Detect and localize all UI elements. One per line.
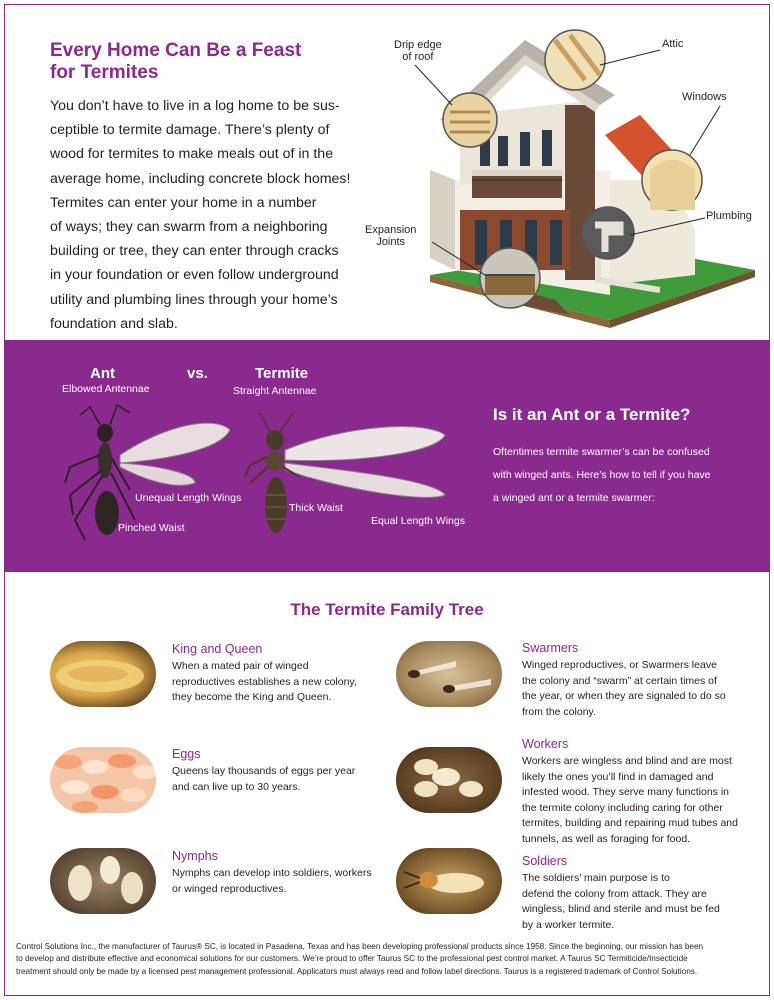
house-drawing xyxy=(360,20,770,330)
title-line-2: for Termites xyxy=(50,62,159,83)
callout-drip-edge: Drip edge of roof xyxy=(394,39,442,63)
nymphs-heading: Nymphs xyxy=(172,849,218,863)
eggs-heading: Eggs xyxy=(172,747,201,761)
eggs-text: Queens lay thousands of eggs per year and can live up to 30 years. xyxy=(172,765,356,793)
nymphs-photo xyxy=(50,848,156,914)
soldiers-heading: Soldiers xyxy=(522,854,568,868)
intro-line: average home, including concrete block homes! xyxy=(50,170,351,187)
intro-line: Termites can enter your home in a number xyxy=(50,194,317,211)
termite-antennae-label: Straight Antennae xyxy=(233,385,317,397)
title-line-1: Every Home Can Be a Feast xyxy=(50,40,302,61)
callout-windows: Windows xyxy=(682,91,727,103)
swarmers-heading: Swarmers xyxy=(522,641,579,655)
band-text-line: Oftentimes termite swarmer’s can be confused xyxy=(493,446,710,458)
termite-waist-label: Thick Waist xyxy=(289,502,343,514)
ant-termite-illustration xyxy=(45,395,475,570)
swarmers-text: Winged reproductives, or Swarmers leave the colony and “swarm” at certain times of the year, or when they are signaled to do so from the colony. xyxy=(522,659,726,718)
intro-line: wood for termites to make meals out of in the xyxy=(50,146,334,163)
intro-paragraph xyxy=(50,94,360,336)
workers-image xyxy=(396,747,502,813)
nymphs-image xyxy=(50,848,156,914)
band-text-line: with winged ants. Here’s how to tell if you have xyxy=(493,469,711,481)
ant-waist-label: Pinched Waist xyxy=(118,522,185,534)
ant-wings-label: Unequal Length Wings xyxy=(135,492,242,504)
king-queen-photo xyxy=(50,641,156,707)
workers-photo xyxy=(396,747,502,813)
ant-vs-termite-band xyxy=(5,340,769,572)
soldiers-text: The soldiers’ main purpose is to defend the colony from attack. They are wingless, blind and sterile and must be fed by a worker termite. xyxy=(522,872,720,931)
family-tree-title: The Termite Family Tree xyxy=(290,600,484,619)
intro-line: building or tree, they can enter through cracks xyxy=(50,243,339,260)
swarmers-image xyxy=(396,641,502,707)
king-queen-text: When a mated pair of winged reproductives establishes a new colony, they become the King and Queen. xyxy=(172,660,357,703)
king-queen-image xyxy=(50,641,156,707)
callout-attic: Attic xyxy=(662,38,684,50)
eggs-photo xyxy=(50,747,156,813)
intro-line: of ways; they can swarm from a neighboring xyxy=(50,219,328,236)
termite-wings-label: Equal Length Wings xyxy=(371,515,465,527)
intro-line: ceptible to termite damage. There’s plenty of xyxy=(50,122,330,139)
soldiers-photo xyxy=(396,848,502,914)
ant-or-termite-text xyxy=(493,441,758,510)
termite-heading: Termite xyxy=(255,365,309,382)
king-queen-heading: King and Queen xyxy=(172,642,263,656)
ant-heading: Ant xyxy=(90,365,115,382)
vs-label: vs. xyxy=(187,365,208,382)
callout-plumbing: Plumbing xyxy=(706,210,752,222)
swarmers-photo xyxy=(396,641,502,707)
band-text-line: a winged ant or a termite swarmer: xyxy=(493,492,655,504)
eggs-image xyxy=(50,747,156,813)
nymphs-text: Nymphs can develop into soldiers, workers or winged reproductives. xyxy=(172,867,372,895)
ant-antennae-label: Elbowed Antennae xyxy=(62,383,150,395)
section-title-feast xyxy=(50,40,350,84)
intro-line: foundation and slab. xyxy=(50,315,178,332)
intro-line: You don’t have to live in a log home to be sus- xyxy=(50,98,340,114)
workers-heading: Workers xyxy=(522,737,569,751)
callout-expansion-joints: Expansion Joints xyxy=(365,224,417,248)
intro-line: utility and plumbing lines through your home’s xyxy=(50,291,338,308)
intro-line: in your foundation or even follow underground xyxy=(50,267,339,284)
soldiers-image xyxy=(396,848,502,914)
house-illustration xyxy=(360,20,770,330)
workers-text: Workers are wingless and blind and are most likely the ones you’ll find in damaged and infested wood. They serve many functions in the termite colony including caring for other termites, building and repairing mud tubes and tunnels, as well as foraging for food. xyxy=(522,755,738,845)
footer-disclaimer: Control Solutions Inc., the manufacturer of Taurus® SC, is located in Pasadena, Texas and has been developing professional products since 1958. Since the beginning, our mission has been to develop and distribute effective and economical solutions for our customers. We’re proud to offer Taurus SC to the professional pest control market. A Taurus SC Termiticide/Insecticide treatment should only be made by a licensed pest management professional. Applicators must always read and follow label directions. Taurus is a registered trademark of Control Solutions. xyxy=(16,942,704,976)
ant-or-termite-title: Is it an Ant or a Termite? xyxy=(493,405,691,424)
